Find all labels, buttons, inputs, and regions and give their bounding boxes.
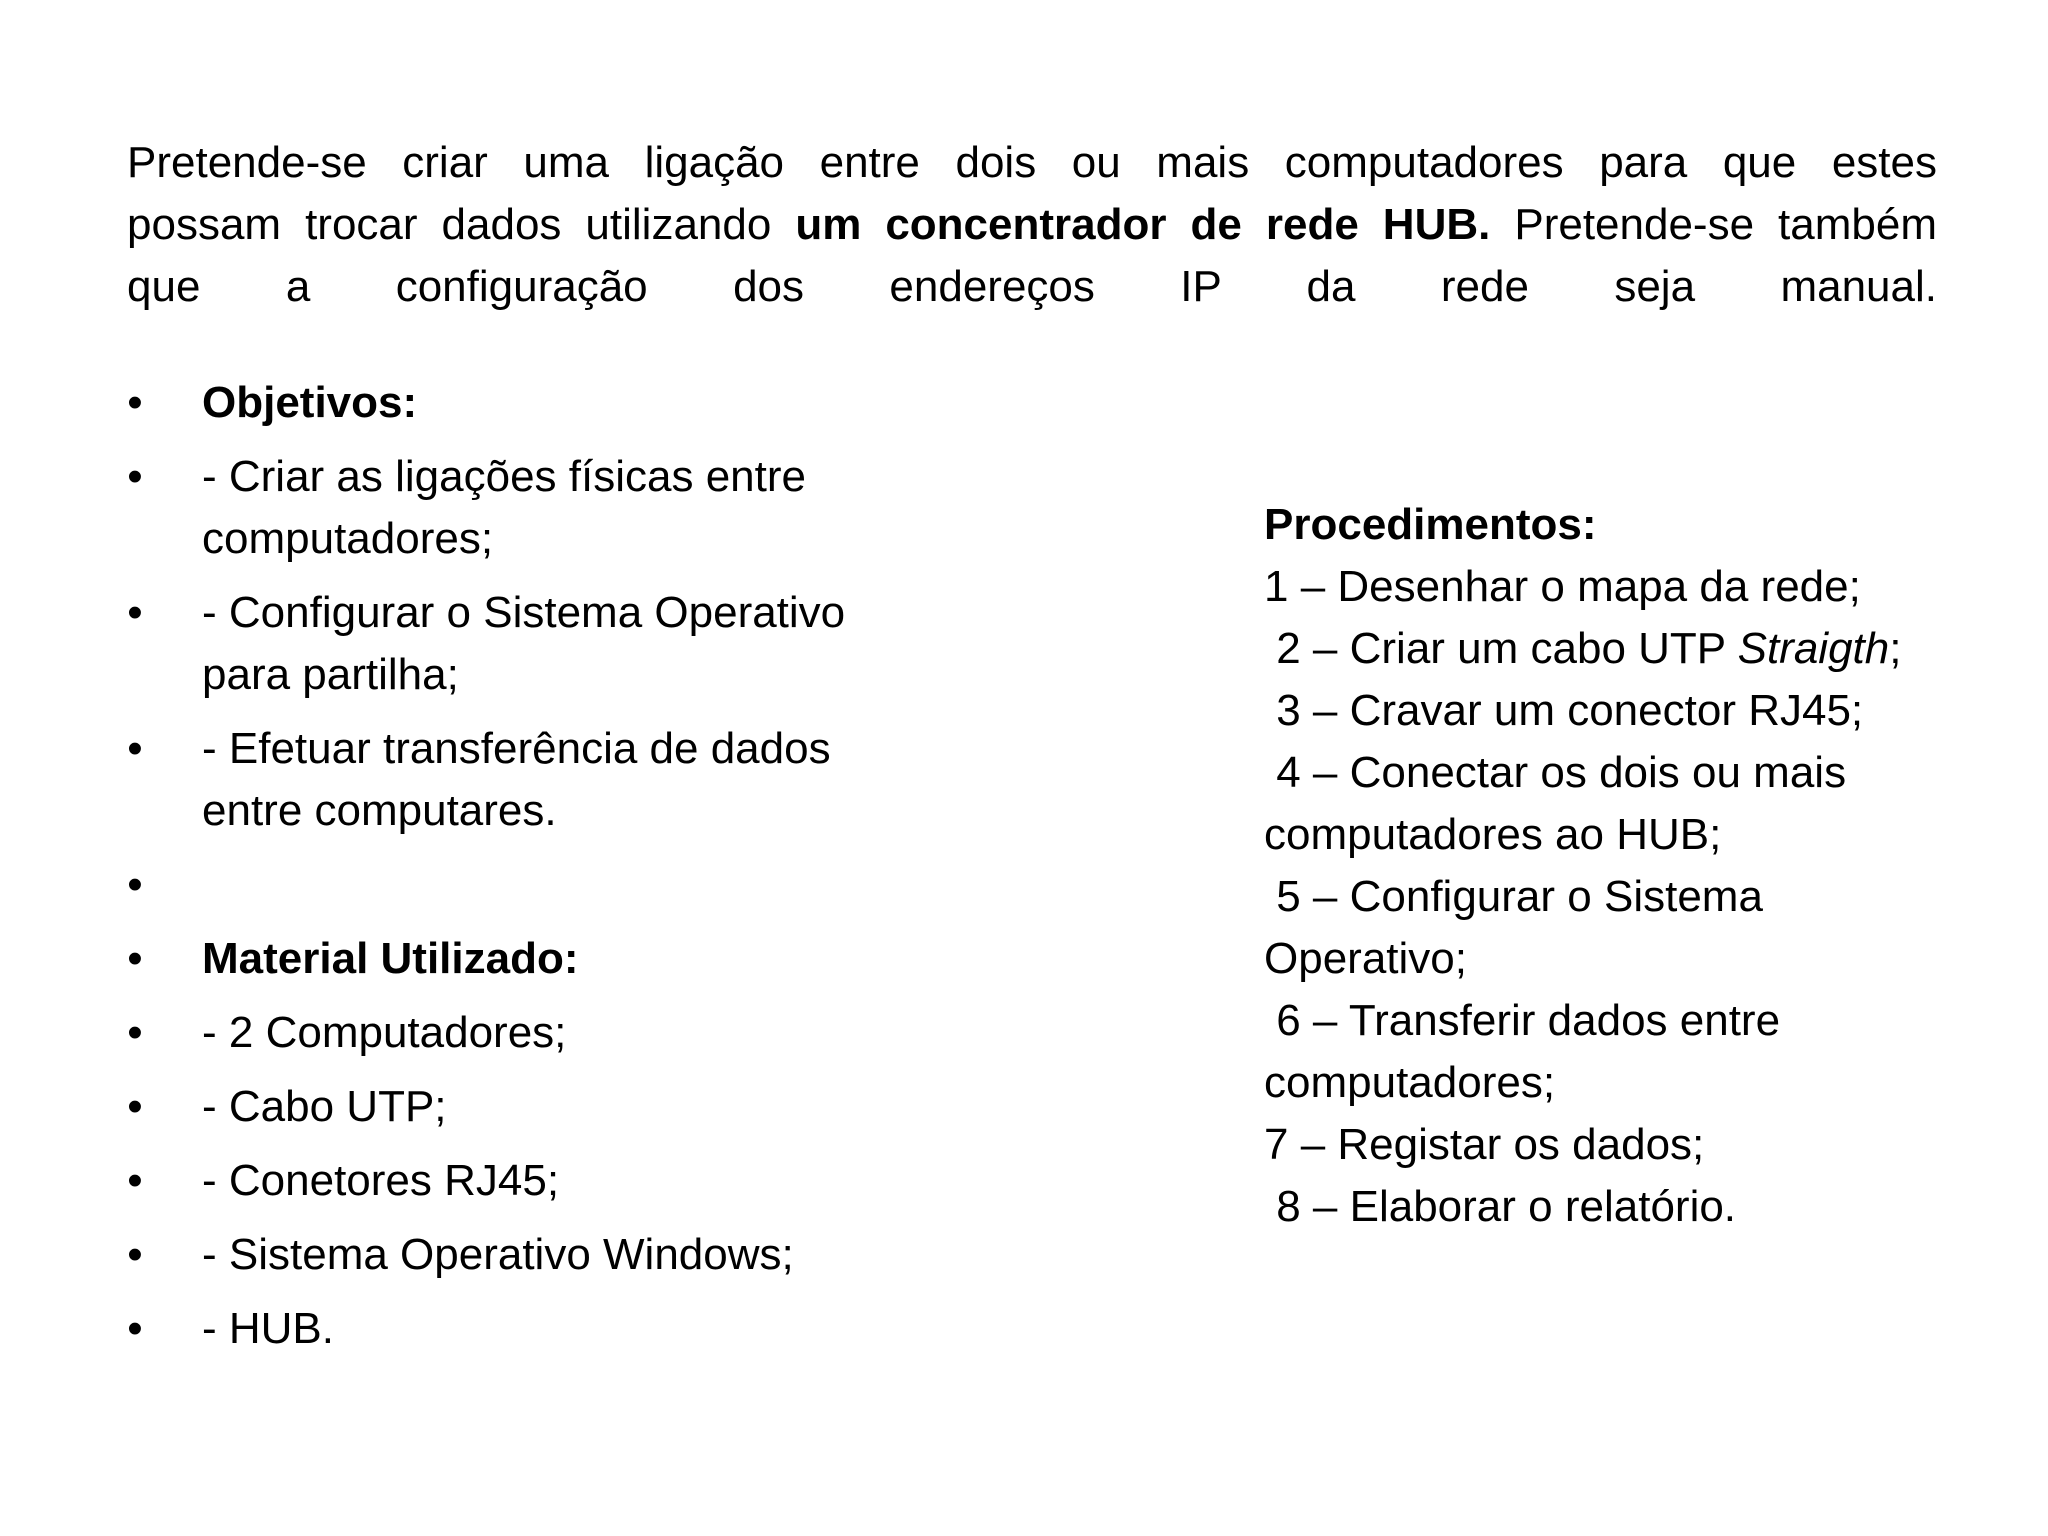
bullet-icon: • [127,1008,143,1057]
step-8: 8 – Elaborar o relatório. [1264,1182,1737,1231]
list-item [120,1298,940,1360]
step-5-cont: Operativo; [1264,934,1467,983]
bullet-icon: • [127,1304,143,1353]
list-item [120,1224,940,1286]
step-1: 1 – Desenhar o mapa da rede; [1264,562,1861,611]
step-2-italic: Straigth [1737,624,1890,673]
step-3: 3 – Cravar um conector RJ45; [1264,686,1864,735]
list-item [120,446,940,570]
step-4-cont: computadores ao HUB; [1264,810,1722,859]
procedimentos-heading: Procedimentos: [1264,500,1597,549]
list-item [120,1076,940,1138]
step-6: 6 – Transferir dados entre [1264,996,1781,1045]
procedimentos-block [1264,494,1964,1238]
step-2-text: 2 – Criar um cabo UTP [1264,624,1738,673]
list-item [120,1002,940,1064]
bullet-icon: • [127,1082,143,1131]
bullet-icon: • [127,724,143,773]
bullet-icon: • [127,588,143,637]
material-item: - Conetores RJ45; [202,1156,560,1205]
bullet-icon: • [127,378,143,427]
objetivo-item: - Configurar o Sistema Operativo para partilha; [202,588,846,699]
objetivo-item: - Efetuar transferência de dados entre computares. [202,724,831,835]
intro-line-1-text: Pretende-se criar uma ligação entre dois ou mais computadores para que estes [127,138,1937,187]
step-5: 5 – Configurar o Sistema [1264,872,1763,921]
material-item: - HUB. [202,1304,334,1353]
intro-line-2-pre: possam trocar dados utilizando [127,200,796,249]
intro-line-2-post: Pretende-se também [1490,200,1937,249]
list-item [120,718,940,842]
intro-hub-emphasis: um concentrador de rede HUB. [795,200,1491,249]
bullet-icon: • [127,452,143,501]
list-item [120,928,940,990]
objetivos-heading: Objetivos: [202,378,418,427]
left-bullet-list [120,372,940,1372]
material-heading: Material Utilizado: [202,934,579,983]
material-item: - Sistema Operativo Windows; [202,1230,794,1279]
list-item [120,372,940,434]
bullet-icon: • [127,1230,143,1279]
step-4: 4 – Conectar os dois ou mais [1264,748,1847,797]
step-2 [1264,618,1964,680]
material-item: - 2 Computadores; [202,1008,567,1057]
step-2-suffix: ; [1889,624,1902,673]
intro-paragraph [127,132,1937,318]
intro-line-3-text: que a configuração dos endereços IP da rede seja manual. [127,262,1937,311]
material-item: - Cabo UTP; [202,1082,447,1131]
intro-line-2 [127,194,1937,256]
intro-line-1 [127,132,1937,194]
bullet-icon: • [127,860,143,909]
step-7: 7 – Registar os dados; [1264,1120,1705,1169]
bullet-icon: • [127,1156,143,1205]
objetivo-item: - Criar as ligações físicas entre computadores; [202,452,806,563]
list-item [120,1150,940,1212]
intro-line-3 [127,256,1937,318]
step-6-cont: computadores; [1264,1058,1556,1107]
list-item-empty [120,854,940,916]
bullet-icon: • [127,934,143,983]
list-item [120,582,940,706]
